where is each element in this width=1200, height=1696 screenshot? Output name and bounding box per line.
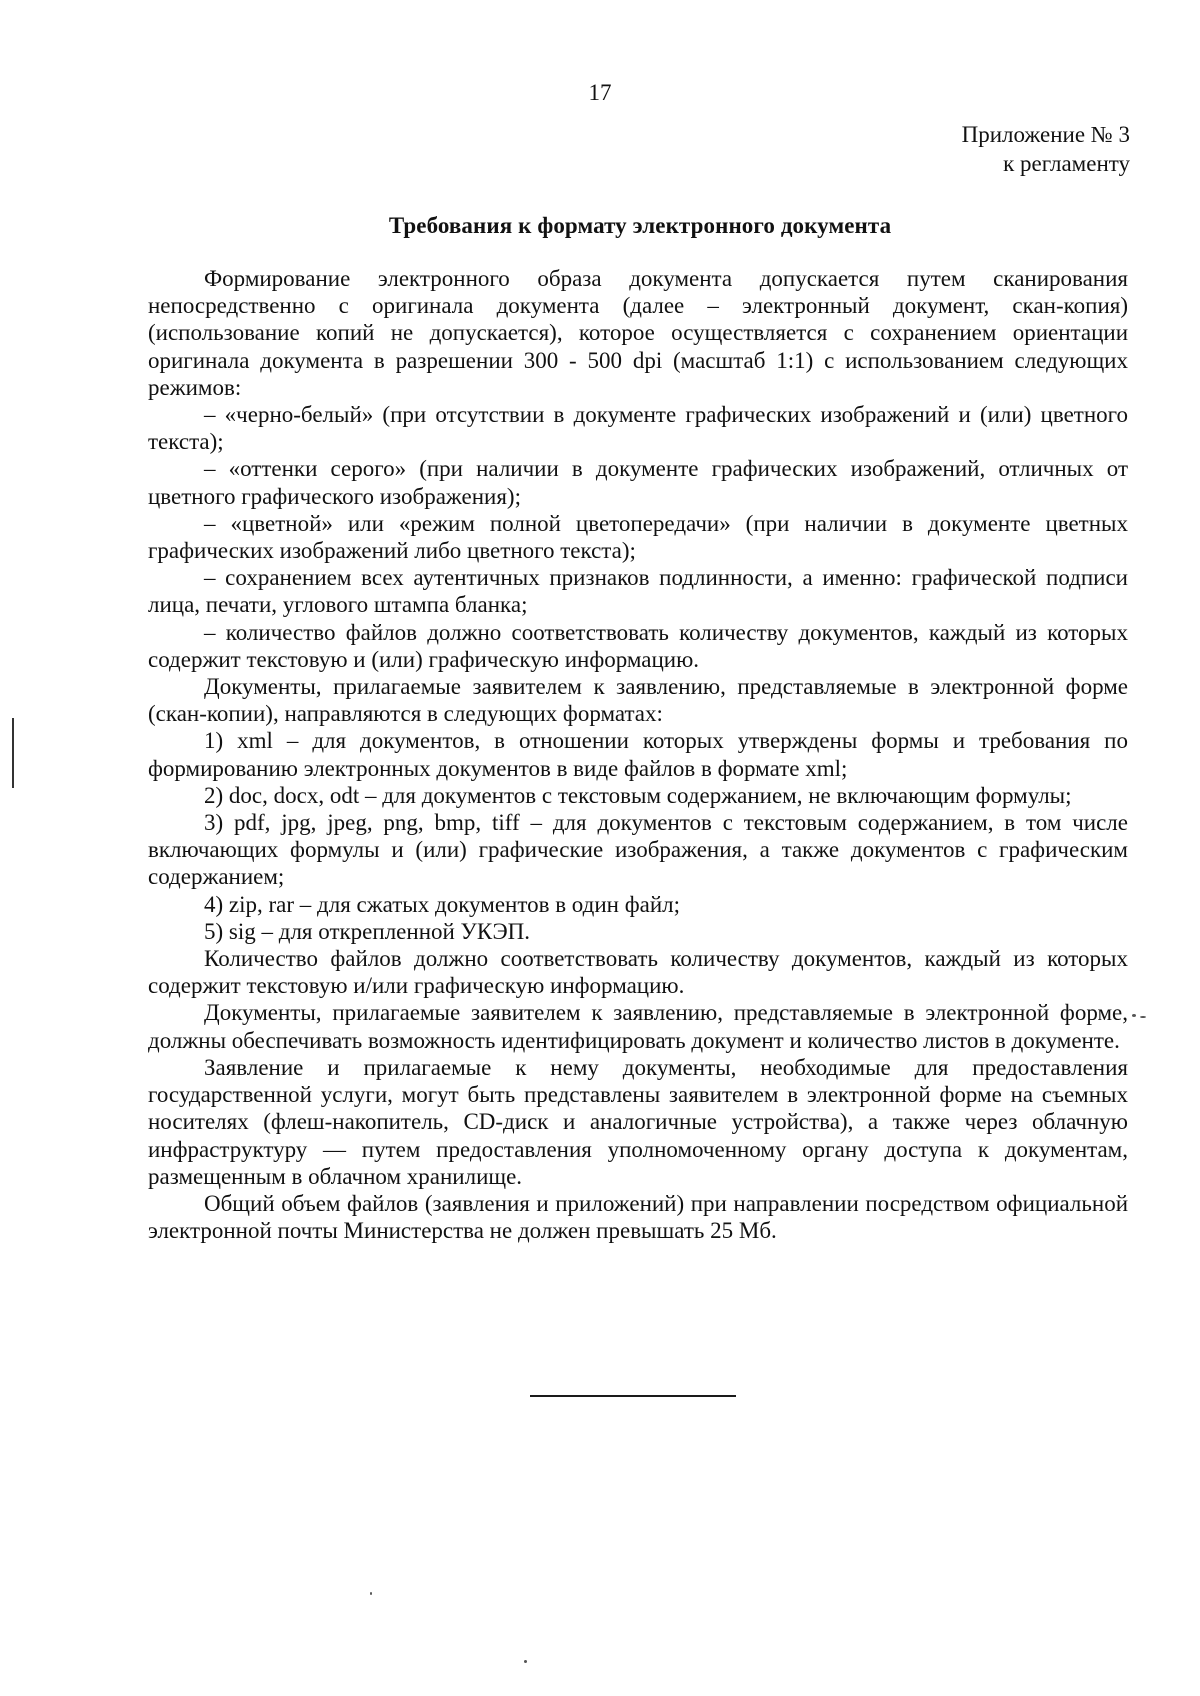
paragraph-format-doc: 2) doc, docx, odt – для документов с текстовым содержанием, не включающим формулы; — [204, 782, 1072, 808]
scan-artifact-dot — [1140, 1016, 1146, 1018]
paragraph-identification: Документы, прилагаемые заявителем к заявлению, представляемые в электронной форме, должны обеспечивать возможность идентифицировать документ и количество листов в документе. — [148, 1000, 1128, 1053]
scan-artifact-dot — [524, 1660, 527, 1663]
paragraph-removable-media: Заявление и прилагаемые к нему документы, необходимые для предоставления государственной услуги, могут быть представлены заявителем в электронной форме на съемных носителях (флеш-накопитель, CD-диск и аналогичные устройства), а также через облачную инфраструктуру — путем предоставления уполномоченному органу доступа к документам, размещенным в облачном хранилище. — [148, 1054, 1128, 1189]
paragraph-format-xml: 1) xml – для документов, в отношении которых утверждены формы и требования по формированию электронных документов в виде файлов в формате xml; — [148, 728, 1128, 781]
appendix-reference: к регламенту — [1003, 151, 1130, 176]
paragraph-authenticity: – сохранением всех аутентичных признаков подлинности, а именно: графической подписи лица, печати, углового штампа бланка; — [148, 565, 1128, 618]
paragraph-file-count: – количество файлов должно соответствовать количеству документов, каждый из которых содержит текстовую и (или) графическую информацию. — [148, 619, 1128, 672]
document-body — [148, 265, 1128, 1244]
paragraph-format-sig: 5) sig – для открепленной УКЭП. — [204, 918, 531, 944]
scan-artifact-mark — [12, 718, 14, 788]
paragraph-mode-color: – «цветной» или «режим полной цветопередачи» (при наличии в документе цветных графических изображений либо цветного текста); — [148, 510, 1128, 564]
paragraph-mode-grayscale: – «оттенки серого» (при наличии в документе графических изображений, отличных от цветного графического изображения); — [148, 456, 1128, 509]
paragraph-file-count-2: Количество файлов должно соответствовать количеству документов, каждый из которых содержит текстовую и/или графическую информацию. — [148, 946, 1128, 999]
paragraph-format-zip: 4) zip, rar – для сжатых документов в один файл; — [204, 891, 680, 917]
appendix-number: Приложение № 3 — [961, 122, 1130, 147]
paragraph-mode-bw: – «черно-белый» (при отсутствии в документе графических изображений и (или) цветного текста); — [148, 402, 1128, 455]
paragraph-scanning-intro: Формирование электронного образа документа допускается путем сканирования непосредственно с оригинала документа (далее – электронный документ, скан-копия) (использование копий не допускается), которое осуществляется с сохранением ориентации оригинала документа в разрешении 300 - 500 dpi (масштаб 1:1) с использованием следующих режимов: — [148, 266, 1128, 400]
closing-rule — [530, 1395, 736, 1397]
paragraph-formats-intro: Документы, прилагаемые заявителем к заявлению, представляемые в электронной форме (скан-копии), направляются в следующих форматах: — [148, 674, 1128, 727]
paragraph-format-pdf: 3) pdf, jpg, jpeg, png, bmp, tiff – для документов с текстовым содержанием, в том числе включающих формулы и (или) графические изображения, а также документов с графическим содержанием; — [148, 810, 1128, 890]
document-title: Требования к формату электронного документа — [388, 213, 892, 238]
scan-artifact-dot — [370, 1592, 372, 1595]
appendix-header — [730, 120, 1130, 178]
scan-artifact-dot — [1132, 1014, 1136, 1017]
paragraph-size-limit: Общий объем файлов (заявления и приложений) при направлении посредством официальной электронной почты Министерства не должен превышать 25 Мб. — [148, 1190, 1128, 1244]
page-number: 17 — [588, 80, 612, 105]
